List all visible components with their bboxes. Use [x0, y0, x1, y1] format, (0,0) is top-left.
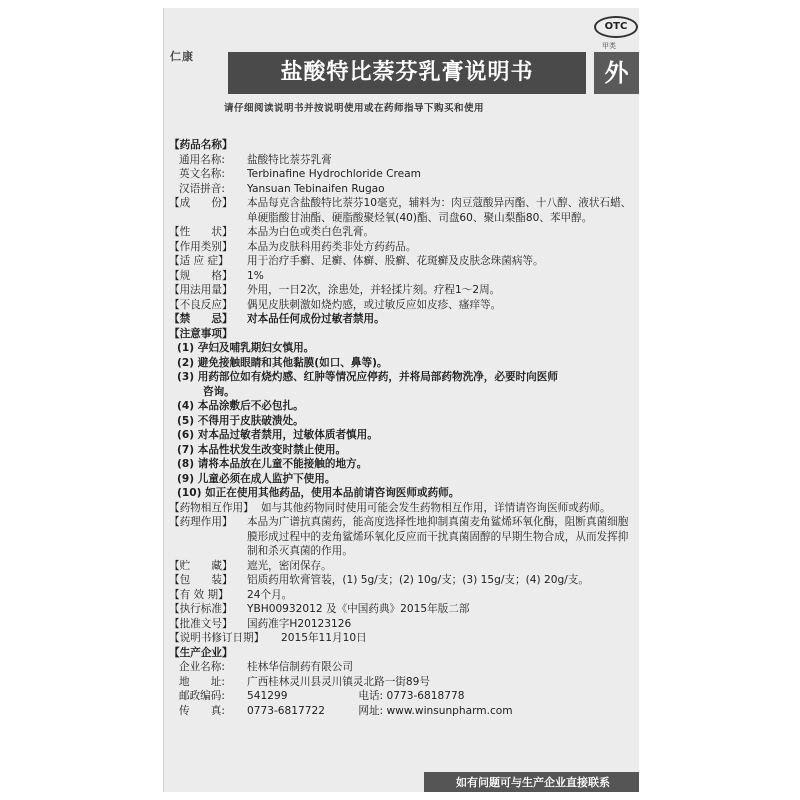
- address-row: [169, 675, 635, 690]
- adverse-row: [169, 298, 635, 313]
- standard-label: 【执行标准】: [169, 603, 233, 615]
- note-item: (7) 本品性状发生改变时禁止使用。: [177, 443, 347, 456]
- spec-row: [169, 269, 635, 284]
- note-item: (10) 如正在使用其他药品，使用本品前请咨询医师或药师。: [177, 487, 460, 499]
- company-name-label: 企业名称:: [179, 661, 225, 673]
- generic-name-row: [169, 153, 635, 168]
- contra-value: 对本品任何成份过敏者禁用。: [247, 313, 385, 325]
- indication-value: 用于治疗手癣、足癣、体癣、股癣、花斑癣及皮肤念珠菌病等。: [247, 255, 544, 267]
- postcode-label: 邮政编码:: [179, 690, 225, 702]
- generic-name-label: 通用名称:: [179, 153, 225, 166]
- fax-value: 0773-6817722: [247, 704, 325, 717]
- indication-row: [169, 254, 635, 269]
- phone-label: 电话:: [358, 690, 384, 702]
- fax-row: [169, 704, 635, 719]
- note-item: (6) 对本品过敏者禁用，过敏体质者慎用。: [177, 429, 378, 441]
- validity-value: 24个月。: [247, 588, 293, 601]
- composition-label: 【成 份】: [169, 197, 233, 209]
- english-name-row: [169, 167, 635, 182]
- usage-row: [169, 283, 635, 298]
- standard-value: YBH00932012 及《中国药典》2015年版二部: [247, 603, 470, 615]
- package-row: [169, 573, 635, 588]
- contact-manufacturer-note: 如有问题可与生产企业直接联系: [424, 772, 639, 792]
- composition-value: 本品每克含盐酸特比萘芬10毫克，辅料为：肉豆蔻酸异丙酯、十八醇、液状石蜡、单硬脂酸甘油酯、硬脂酸聚烃氧(40)酯、司盘60、聚山梨酯80、苯甲醇。: [247, 197, 632, 224]
- postcode-value: 541299: [247, 690, 288, 702]
- company-header: 【生产企业】: [169, 646, 233, 659]
- leaflet-sheet: [163, 8, 639, 792]
- indication-label: 【适 应 症】: [169, 255, 229, 267]
- interaction-value: 如与其他药物同时使用可能会发生药物相互作用，详情请咨询医师或药师。: [261, 501, 611, 514]
- contra-label: 【禁 忌】: [169, 313, 233, 325]
- spec-label: 【规 格】: [169, 269, 233, 282]
- spec-value: 1%: [247, 269, 264, 282]
- note-item: (2) 避免接触眼睛和其他黏膜(如口、鼻等)。: [177, 356, 388, 369]
- pharm-value: 本品为广谱抗真菌药，能高度选择性地抑制真菌麦角鲨烯环氧化酶，阻断真菌细胞膜形成过程中的麦角鲨烯环氧化反应而干扰真菌固醇的早期生物合成，从而发挥抑制和杀灭真菌的作用。: [247, 516, 629, 557]
- contra-row: [169, 312, 635, 327]
- english-name-label: 英文名称:: [179, 168, 225, 180]
- address-label: 地 址:: [179, 675, 225, 688]
- approval-label: 【批准文号】: [169, 617, 233, 630]
- revision-value: 2015年11月10日: [281, 632, 367, 644]
- character-value: 本品为白色或类白色乳膏。: [247, 226, 375, 238]
- english-name-value: Terbinafine Hydrochloride Cream: [247, 168, 421, 180]
- package-value: 铝质药用软膏管装，(1) 5g/支；(2) 10g/支；(3) 15g/支；(4) 20g/支。: [247, 574, 589, 586]
- character-row: [169, 225, 635, 240]
- brand-logo: 仁康: [170, 50, 194, 63]
- validity-row: [169, 588, 635, 603]
- package-label: 【包 装】: [169, 574, 233, 586]
- note-item: (8) 请将本品放在儿童不能接触的地方。: [177, 458, 368, 470]
- pinyin-value: Yansuan Tebinaifen Rugao: [247, 182, 385, 195]
- phone-value: 0773-6818778: [386, 690, 465, 702]
- approval-value: 国药准字H20123126: [247, 617, 352, 630]
- storage-value: 遮光，密闭保存。: [247, 559, 332, 572]
- otc-class-label: 甲类: [602, 42, 616, 50]
- generic-name-value: 盐酸特比萘芬乳膏: [247, 153, 332, 166]
- adverse-label: 【不良反应】: [169, 298, 233, 311]
- composition-row: [169, 196, 635, 225]
- leaflet-content: [169, 138, 635, 718]
- postcode-row: [169, 689, 635, 704]
- fax-label: 传 真:: [179, 704, 225, 717]
- approval-row: [169, 617, 635, 632]
- note-item: (9) 儿童必须在成人监护下使用。: [177, 472, 336, 485]
- adverse-value: 偶见皮肤刺激如烧灼感，或过敏反应如皮疹、瘙痒等。: [247, 298, 502, 311]
- note-item: (4) 本品涂敷后不必包扎。: [177, 400, 304, 412]
- note-item: (5) 不得用于皮肤破溃处。: [177, 414, 304, 427]
- character-label: 【性 状】: [169, 226, 233, 238]
- postcode-phone-line: [247, 689, 635, 704]
- class-row: [169, 240, 635, 255]
- validity-label: 【有 效 期】: [169, 588, 229, 601]
- web-label: 网址:: [358, 704, 384, 717]
- web-value: www.winsunpharm.com: [386, 704, 513, 717]
- fax-web-line: [247, 704, 635, 719]
- storage-row: [169, 559, 635, 574]
- revision-row: [169, 631, 635, 646]
- storage-label: 【贮 藏】: [169, 559, 233, 572]
- pharm-row: [169, 515, 635, 559]
- pinyin-row: [169, 182, 635, 197]
- pharm-label: 【药理作用】: [169, 516, 233, 528]
- address-value: 广西桂林灵川县灵川镇灵北路一街89号: [247, 675, 430, 688]
- note-item: (3) 用药部位如有烧灼感、红肿等情况应停药，并将局部药物洗净，必要时向医师: [177, 371, 558, 383]
- drug-name-header: 【药品名称】: [169, 139, 233, 151]
- note-item-continuation: 咨询。: [203, 385, 235, 398]
- notes-header: 【注意事项】: [169, 327, 233, 340]
- company-name-row: [169, 660, 635, 675]
- otc-badge: OTC: [594, 16, 638, 38]
- class-label: 【作用类别】: [169, 240, 233, 253]
- interaction-row: [169, 501, 635, 516]
- company-name-value: 桂林华信制药有限公司: [247, 661, 353, 673]
- document-title: 盐酸特比萘芬乳膏说明书: [228, 52, 586, 94]
- usage-value: 外用，一日2次，涂患处，并轻揉片刻。疗程1～2周。: [247, 284, 501, 296]
- revision-label: 【说明书修订日期】: [169, 632, 265, 644]
- standard-row: [169, 602, 635, 617]
- usage-advice: 请仔细阅读说明书并按说明使用或在药师指导下购买和使用: [224, 103, 485, 114]
- pinyin-label: 汉语拼音:: [179, 182, 225, 195]
- interaction-label: 【药物相互作用】: [169, 501, 254, 514]
- usage-label: 【用法用量】: [169, 284, 233, 296]
- note-item: (1) 孕妇及哺乳期妇女慎用。: [177, 342, 315, 354]
- class-value: 本品为皮肤科用药类非处方药药品。: [247, 240, 417, 253]
- external-use-mark: 外: [594, 52, 639, 94]
